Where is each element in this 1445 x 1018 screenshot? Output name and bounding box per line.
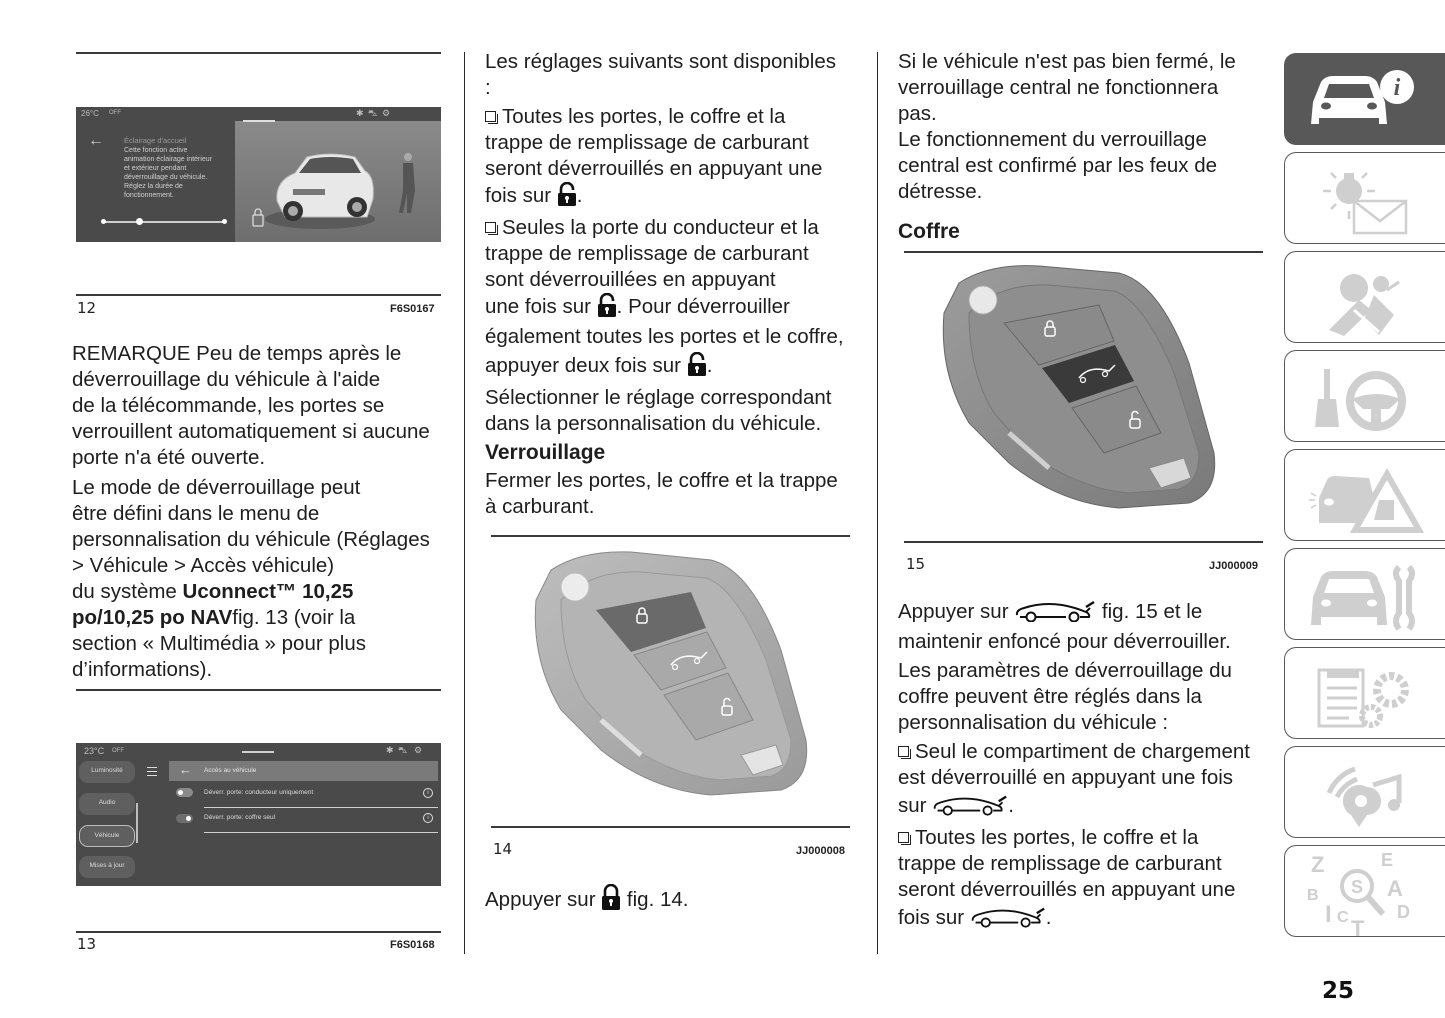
hamburger-menu-icon[interactable] bbox=[147, 767, 157, 776]
figure-13-screen bbox=[76, 743, 441, 886]
tab-maintenance[interactable] bbox=[1284, 548, 1445, 640]
svg-text:C: C bbox=[1337, 909, 1349, 926]
press-lock-instruction: Appuyer sur fig. 14. bbox=[485, 884, 688, 917]
option-label-coffre: Déverr. porte: coffre seul bbox=[204, 814, 276, 821]
header-title: Accès au véhicule bbox=[204, 767, 257, 774]
ac-status: OFF bbox=[112, 748, 124, 754]
header-bar bbox=[169, 761, 438, 781]
option-divider bbox=[204, 807, 438, 808]
option-label-conducteur: Déverr. porte: conducteur uniquement bbox=[204, 789, 314, 796]
svg-text:B: B bbox=[1307, 887, 1319, 904]
checkbox-bullet bbox=[485, 222, 496, 233]
svg-text:Z: Z bbox=[1311, 852, 1325, 877]
figure-12-screen bbox=[76, 107, 441, 242]
svg-text:T: T bbox=[1351, 916, 1365, 936]
car-illustration bbox=[235, 121, 441, 242]
figure-15-keyfob-illustration bbox=[904, 258, 1263, 538]
menu-scrollbar[interactable] bbox=[136, 803, 138, 843]
figure-13-number: 13 bbox=[77, 935, 97, 953]
svg-text:i: i bbox=[1393, 75, 1401, 101]
car-scene bbox=[235, 121, 441, 242]
signal-icon: ⚙ bbox=[382, 108, 391, 118]
multimedia-location-music-icon bbox=[1299, 755, 1429, 831]
remark-paragraph: REMARQUE Peu de temps après le déverrouillage du véhicule à l'aide de la télécommande, les portes se verrouillent automatiquement si aucune porte n'a été ouverte. bbox=[72, 342, 430, 469]
checkbox-bullet bbox=[485, 111, 496, 122]
figure-12-number: 12 bbox=[77, 299, 97, 317]
toggle-coffre-seul[interactable] bbox=[176, 814, 193, 823]
screen-status-bar bbox=[76, 107, 441, 121]
lock-padlock-icon bbox=[601, 884, 621, 917]
figure-14-number: 14 bbox=[493, 840, 513, 858]
signal-icon: ⚙ bbox=[414, 745, 423, 755]
tab-warning-lights-messages[interactable] bbox=[1284, 152, 1445, 244]
heading-verrouillage: Verrouillage bbox=[485, 441, 606, 464]
specs-gears-icon bbox=[1299, 656, 1429, 732]
bluetooth-icon: ✱ bbox=[356, 108, 364, 118]
warning-light-message-icon bbox=[1299, 161, 1429, 237]
slider-thumb[interactable] bbox=[136, 218, 143, 225]
figure-15-number: 15 bbox=[906, 555, 926, 573]
figure-15-code: JJ000009 bbox=[1209, 560, 1258, 572]
figure-13-top-rule bbox=[76, 689, 441, 691]
svg-text:S: S bbox=[1351, 877, 1364, 897]
screen-description: Cette fonction active animation éclairage intérieur et extérieur pendant déverrouillage du véhicule. Réglez la durée de fonctionnement. bbox=[124, 147, 212, 199]
info-icon[interactable]: i bbox=[423, 813, 433, 823]
index-search-icon bbox=[1299, 848, 1429, 936]
page-number: 25 bbox=[1322, 978, 1355, 1004]
menu-item-luminosite[interactable]: Luminosité bbox=[79, 761, 135, 783]
trunk-paragraph: Appuyer sur fig. 15 et le maintenir enfoncé pour déverrouiller. Les paramètres de déverrouillage du coffre peuvent être réglés dans la personnalisation du véhicule : Seul le compartiment de chargement est déverrouillé en appuyant une fois sur . Toutes les portes, le coffre et la trappe de remplissage de carburant seront déverrouillés en appuyant une fois sur . bbox=[898, 599, 1278, 935]
car-maintenance-wrench-icon bbox=[1299, 557, 1429, 633]
lock-paragraph: Fermer les portes, le coffre et la trappe à carburant. bbox=[485, 469, 838, 518]
screen-status-bar bbox=[76, 743, 441, 757]
lock-icon bbox=[253, 215, 263, 226]
toggle-conducteur-uniquement[interactable] bbox=[176, 788, 193, 797]
figure-14-rule bbox=[491, 826, 850, 828]
figure-15-rule bbox=[904, 541, 1263, 543]
trunk-car-icon bbox=[932, 794, 1008, 823]
figure-15-top-rule bbox=[904, 251, 1263, 253]
figure-13-rule bbox=[76, 931, 441, 933]
duration-slider[interactable] bbox=[103, 221, 225, 223]
figure-12-code: F6S0167 bbox=[390, 303, 435, 315]
svg-text:A: A bbox=[1387, 876, 1403, 901]
settings-list: Les réglages suivants sont disponibles : Toutes les portes, le coffre et la trappe de remplissage de carburant seront déverrouillés en appuyant une fois sur . Seules la porte du conducteur et la trappe de remplissage de carburant sont déverrouillées en appuyant une fois sur . Pour déverrouiller également toutes les portes et le coffre, appuyer deux fois sur . Sélectionner le réglage correspondant dans la personnalisation du véhicule. bbox=[485, 50, 844, 435]
figure-14-keyfob-illustration bbox=[491, 540, 850, 825]
unlock-padlock-icon bbox=[597, 293, 617, 324]
option-divider bbox=[204, 832, 438, 833]
tab-emergency[interactable] bbox=[1284, 449, 1445, 541]
airbag-seatbelt-icon bbox=[1299, 260, 1429, 336]
temperature: 26°C bbox=[81, 109, 99, 118]
ac-status: OFF bbox=[109, 110, 121, 116]
car-icon: ⛍ bbox=[368, 108, 378, 118]
screen-title: Éclairage d'accueil bbox=[124, 136, 187, 145]
breakdown-triangle-icon bbox=[1299, 458, 1429, 534]
top-rule-col1 bbox=[76, 52, 441, 54]
figure-12-rule bbox=[76, 294, 441, 296]
car-info-icon bbox=[1299, 62, 1429, 138]
tab-vehicle-info[interactable] bbox=[1284, 53, 1445, 145]
checkbox-bullet bbox=[898, 832, 909, 843]
info-icon[interactable]: i bbox=[423, 788, 433, 798]
temperature: 23°C bbox=[84, 746, 105, 756]
trunk-car-icon bbox=[1014, 600, 1096, 629]
tab-starting-driving[interactable] bbox=[1284, 350, 1445, 442]
svg-text:D: D bbox=[1397, 902, 1410, 922]
column-divider-2 bbox=[877, 52, 878, 954]
column-divider-1 bbox=[464, 52, 465, 954]
tab-index[interactable] bbox=[1284, 845, 1445, 937]
figure-14-top-rule bbox=[491, 535, 850, 537]
unlock-mode-paragraph: Le mode de déverrouillage peut être défini dans le menu de personnalisation du véhicule (Réglages > Véhicule > Accès véhicule) du système Uconnect™ 10,25 po/10,25 po NAVfig. 13 (voir la section « Multimédia » pour plus d’informations). bbox=[72, 476, 430, 681]
tab-multimedia[interactable] bbox=[1284, 746, 1445, 838]
figure-14-code: JJ000008 bbox=[796, 845, 845, 857]
unlock-padlock-icon bbox=[557, 182, 577, 213]
menu-item-audio[interactable]: Audio bbox=[79, 793, 135, 815]
menu-item-vehicule[interactable]: Véhicule bbox=[79, 825, 135, 847]
car-icon: ⛍ bbox=[398, 745, 408, 755]
menu-item-mises-a-jour[interactable]: Mises à jour bbox=[79, 856, 135, 878]
checkbox-bullet bbox=[898, 746, 909, 757]
unlock-padlock-icon bbox=[687, 352, 707, 383]
central-lock-paragraph: Si le véhicule n'est pas bien fermé, le verrouillage central ne fonctionnera pas. Le fonctionnement du verrouillage central est confirmé par les feux de détresse. bbox=[898, 50, 1236, 203]
tab-technical-data[interactable] bbox=[1284, 647, 1445, 739]
heading-coffre: Coffre bbox=[898, 220, 960, 243]
svg-text:I: I bbox=[1325, 901, 1332, 928]
back-arrow-icon[interactable]: ← bbox=[88, 132, 104, 149]
figure-13-code: F6S0168 bbox=[390, 939, 435, 951]
bluetooth-icon: ✱ bbox=[386, 745, 394, 755]
tab-safety[interactable] bbox=[1284, 251, 1445, 343]
svg-text:E: E bbox=[1381, 850, 1394, 870]
uconnect-product-name: Uconnect™ 10,25 bbox=[182, 580, 354, 603]
trunk-car-icon bbox=[970, 906, 1046, 935]
back-arrow-icon[interactable]: ← bbox=[179, 762, 192, 777]
key-steering-wheel-icon bbox=[1299, 359, 1429, 435]
